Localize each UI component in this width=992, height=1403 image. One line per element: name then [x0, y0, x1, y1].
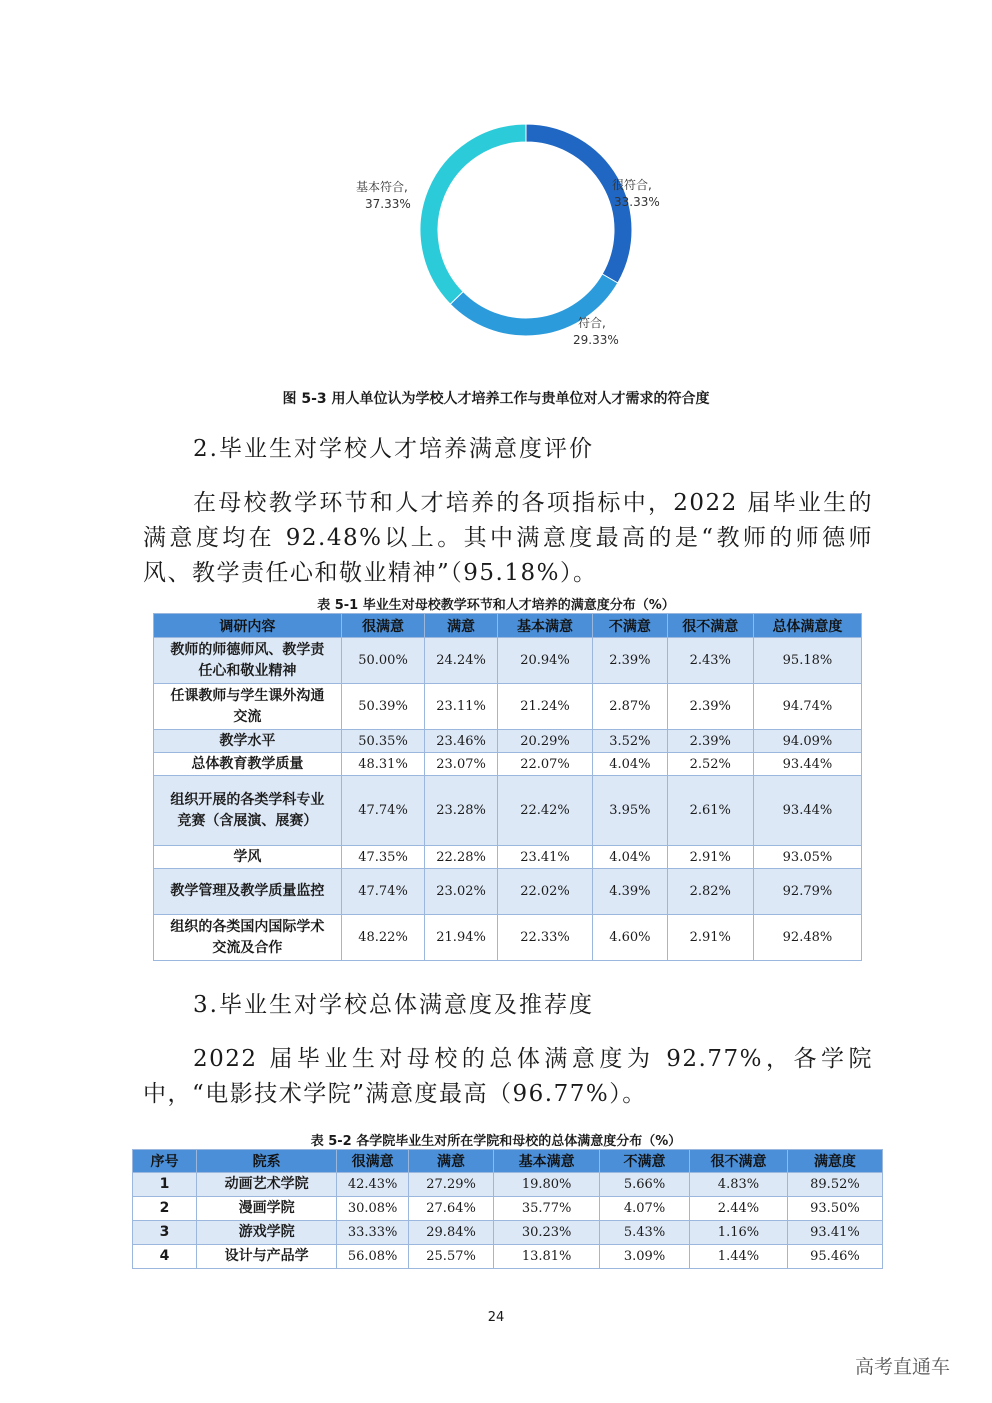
table1-cell: 2.39% — [593, 638, 667, 684]
table1-cell: 93.44% — [753, 753, 861, 776]
table2-cell: 30.08% — [337, 1197, 409, 1221]
table2-cell: 42.43% — [337, 1173, 409, 1197]
table1-cell: 组织的各类国内国际学术交流及合作 — [154, 915, 342, 961]
table2-cell: 4 — [133, 1245, 197, 1269]
donut-chart — [320, 120, 740, 370]
table2-cell: 1 — [133, 1173, 197, 1197]
table2-cell: 3.09% — [600, 1245, 690, 1269]
table1-cell: 48.31% — [341, 753, 424, 776]
table1-row — [154, 638, 862, 684]
table2-cell: 5.43% — [600, 1221, 690, 1245]
table1-cell: 2.61% — [667, 776, 753, 846]
slice-basic-fit — [420, 124, 526, 304]
table1-cell: 任课教师与学生课外沟通交流 — [154, 684, 342, 730]
table1-cell: 2.43% — [667, 638, 753, 684]
slice-value-fit: 29.33% — [573, 333, 619, 347]
table2-cell: 30.23% — [494, 1221, 600, 1245]
table2-cell: 设计与产品学 — [196, 1245, 336, 1269]
table1-cell: 23.28% — [425, 776, 498, 846]
table1-row — [154, 684, 862, 730]
table2-header: 基本满意 — [494, 1150, 600, 1173]
table1-cell: 23.41% — [497, 846, 592, 869]
section3-heading: 3.毕业生对学校总体满意度及推荐度 — [193, 992, 594, 1018]
table1-cell: 教师的师德师风、教学责任心和敬业精神 — [154, 638, 342, 684]
table1-row — [154, 915, 862, 961]
table1-header: 很满意 — [341, 614, 424, 638]
table2-cell: 1.16% — [690, 1221, 788, 1245]
table2-cell: 3 — [133, 1221, 197, 1245]
table2-row — [133, 1245, 883, 1269]
table2-header: 不满意 — [600, 1150, 690, 1173]
table1-cell: 4.39% — [593, 869, 667, 915]
table1-header: 满意 — [425, 614, 498, 638]
table1-cell: 22.42% — [497, 776, 592, 846]
table1-cell: 22.28% — [425, 846, 498, 869]
table1-cell: 总体教育教学质量 — [154, 753, 342, 776]
page-number: 24 — [487, 1310, 505, 1325]
table1-header: 基本满意 — [497, 614, 592, 638]
table1-header: 总体满意度 — [753, 614, 861, 638]
table2-header: 很满意 — [337, 1150, 409, 1173]
table1-row — [154, 730, 862, 753]
table2 — [132, 1149, 883, 1269]
table1-row — [154, 753, 862, 776]
table2-header: 院系 — [196, 1150, 336, 1173]
table1-cell: 4.04% — [593, 846, 667, 869]
table1-cell: 50.39% — [341, 684, 424, 730]
section3-paragraph: 2022 届毕业生对母校的总体满意度为 92.77%，各学院中，“电影技术学院”满意度最高（96.77%）。 — [143, 1046, 873, 1107]
table1-cell: 20.29% — [497, 730, 592, 753]
table1-cell: 22.07% — [497, 753, 592, 776]
table2-row — [133, 1197, 883, 1221]
table1-cell: 23.11% — [425, 684, 498, 730]
table2-row — [133, 1221, 883, 1245]
table2-cell: 4.83% — [690, 1173, 788, 1197]
table2-cell: 4.07% — [600, 1197, 690, 1221]
table1 — [153, 613, 862, 961]
slice-value-basic-fit: 37.33% — [365, 197, 411, 211]
table2-cell: 13.81% — [494, 1245, 600, 1269]
table1-cell: 23.02% — [425, 869, 498, 915]
table2-cell: 29.84% — [408, 1221, 493, 1245]
table1-cell: 2.39% — [667, 730, 753, 753]
table1-cell: 教学管理及教学质量监控 — [154, 869, 342, 915]
table1-cell: 3.95% — [593, 776, 667, 846]
table2-cell: 5.66% — [600, 1173, 690, 1197]
table1-cell: 94.74% — [753, 684, 861, 730]
table1-cell: 4.60% — [593, 915, 667, 961]
table1-cell: 92.79% — [753, 869, 861, 915]
section2-paragraph: 在母校教学环节和人才培养的各项指标中，2022 届毕业生的满意度均在 92.48%以上。其中满意度最高的是“教师的师德师风、教学责任心和敬业精神”（95.18%）。 — [143, 490, 873, 586]
table1-cell: 2.87% — [593, 684, 667, 730]
table1-cell: 20.94% — [497, 638, 592, 684]
table2-header: 很不满意 — [690, 1150, 788, 1173]
table2-cell: 2 — [133, 1197, 197, 1221]
table2-cell: 93.50% — [787, 1197, 882, 1221]
table2-cell: 1.44% — [690, 1245, 788, 1269]
section2-heading: 2.毕业生对学校人才培养满意度评价 — [193, 436, 594, 462]
table1-cell: 92.48% — [753, 915, 861, 961]
table2-cell: 56.08% — [337, 1245, 409, 1269]
table1-cell: 22.33% — [497, 915, 592, 961]
table1-cell: 22.02% — [497, 869, 592, 915]
table2-cell: 2.44% — [690, 1197, 788, 1221]
table2-cell: 35.77% — [494, 1197, 600, 1221]
table1-header: 很不满意 — [667, 614, 753, 638]
table1-cell: 21.94% — [425, 915, 498, 961]
table2-cell: 27.29% — [408, 1173, 493, 1197]
table1-cell: 95.18% — [753, 638, 861, 684]
slice-label-very-fit: 很符合, — [612, 178, 652, 192]
table2-caption: 表 5-2 各学院毕业生对所在学院和母校的总体满意度分布（%） — [310, 1134, 682, 1149]
table1-cell: 组织开展的各类学科专业竞赛（含展演、展赛） — [154, 776, 342, 846]
table1-cell: 50.00% — [341, 638, 424, 684]
table1-cell: 48.22% — [341, 915, 424, 961]
table1-cell: 2.39% — [667, 684, 753, 730]
figure-caption: 图 5-3 用人单位认为学校人才培养工作与贵单位对人才需求的符合度 — [282, 391, 710, 407]
table2-cell: 25.57% — [408, 1245, 493, 1269]
table1-cell: 学风 — [154, 846, 342, 869]
table1-cell: 24.24% — [425, 638, 498, 684]
table1-cell: 23.46% — [425, 730, 498, 753]
table1-cell: 2.52% — [667, 753, 753, 776]
table1-row — [154, 776, 862, 846]
table2-cell: 33.33% — [337, 1221, 409, 1245]
table2-header: 满意度 — [787, 1150, 882, 1173]
table1-row — [154, 846, 862, 869]
table2-header: 序号 — [133, 1150, 197, 1173]
table1-caption: 表 5-1 毕业生对母校教学环节和人才培养的满意度分布（%） — [317, 598, 675, 613]
table2-cell: 93.41% — [787, 1221, 882, 1245]
table1-cell: 47.74% — [341, 869, 424, 915]
table1-cell: 2.91% — [667, 846, 753, 869]
table1-cell: 50.35% — [341, 730, 424, 753]
table1-header: 不满意 — [593, 614, 667, 638]
table2-cell: 95.46% — [787, 1245, 882, 1269]
slice-value-very-fit: 33.33% — [614, 195, 660, 209]
table1-cell: 23.07% — [425, 753, 498, 776]
table2-cell: 游戏学院 — [196, 1221, 336, 1245]
table2-header: 满意 — [408, 1150, 493, 1173]
table1-cell: 21.24% — [497, 684, 592, 730]
table2-cell: 漫画学院 — [196, 1197, 336, 1221]
table2-cell: 89.52% — [787, 1173, 882, 1197]
table1-cell: 2.91% — [667, 915, 753, 961]
slice-label-fit: 符合, — [578, 316, 606, 330]
watermark: 高考直通车 — [855, 1356, 951, 1378]
table2-cell: 27.64% — [408, 1197, 493, 1221]
table1-cell: 3.52% — [593, 730, 667, 753]
table1-cell: 教学水平 — [154, 730, 342, 753]
table1-cell: 94.09% — [753, 730, 861, 753]
table1-cell: 93.05% — [753, 846, 861, 869]
table2-cell: 动画艺术学院 — [196, 1173, 336, 1197]
table2-cell: 19.80% — [494, 1173, 600, 1197]
table1-cell: 47.35% — [341, 846, 424, 869]
table1-cell: 47.74% — [341, 776, 424, 846]
table1-row — [154, 869, 862, 915]
table1-cell: 93.44% — [753, 776, 861, 846]
table2-row — [133, 1173, 883, 1197]
slice-label-basic-fit: 基本符合, — [356, 180, 408, 194]
table1-cell: 4.04% — [593, 753, 667, 776]
table1-header: 调研内容 — [154, 614, 342, 638]
table1-cell: 2.82% — [667, 869, 753, 915]
